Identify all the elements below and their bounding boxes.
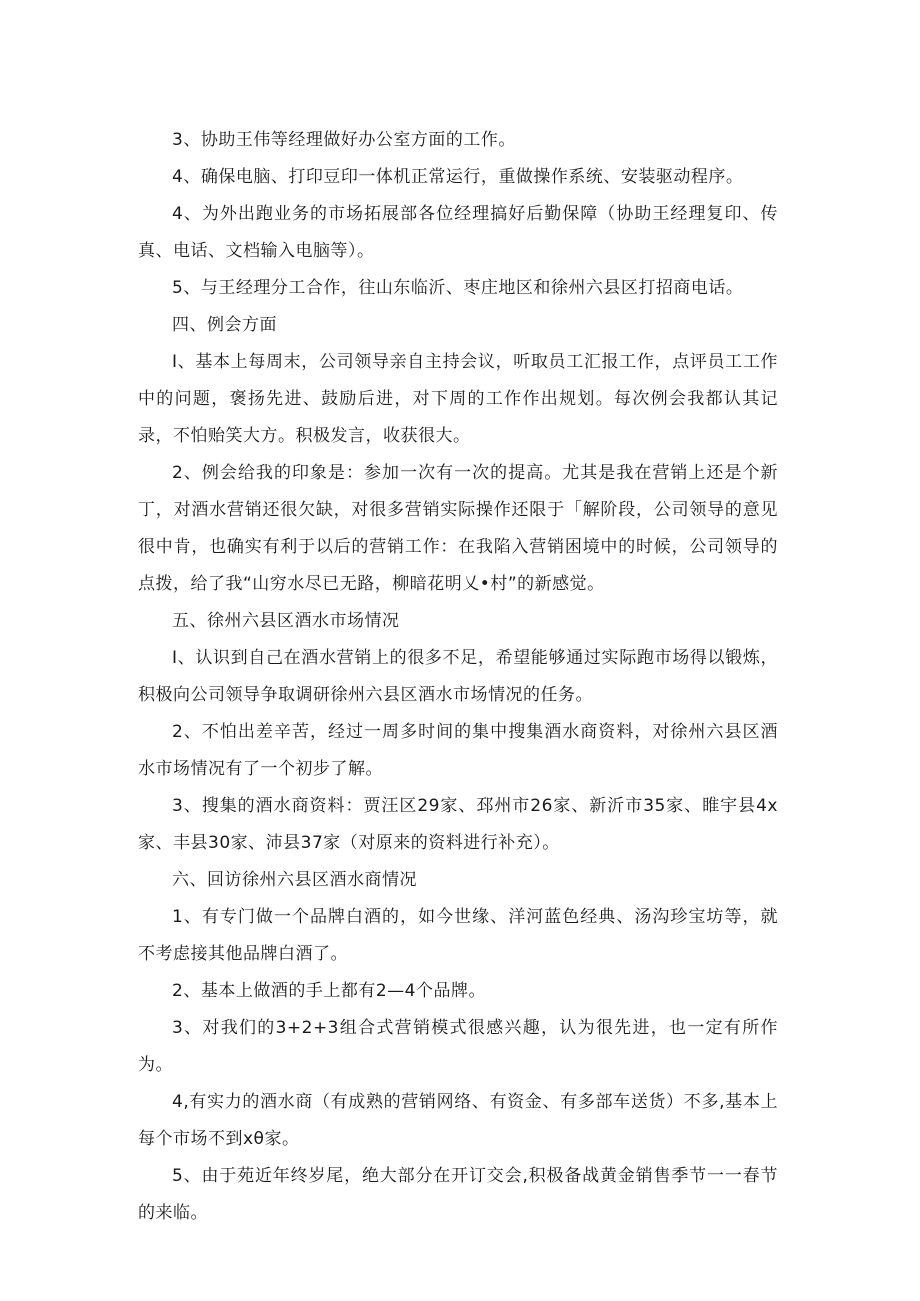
paragraph: 4,有实力的酒水商（有成熟的营销网络、有资金、有多部车送货）不多,基本上每个市场不到xθ家。 bbox=[138, 1092, 778, 1149]
paragraph: 2、基本上做酒的手上都有2—4个品牌。 bbox=[172, 981, 486, 1001]
paragraph: 5、由于苑近年终岁尾，绝大部分在开订交会,积极备战黄金销售季节一一春节的来临。 bbox=[138, 1166, 778, 1223]
paragraph: 3、协助王伟等经理做好办公室方面的工作。 bbox=[172, 130, 516, 150]
paragraph: 5、与王经理分工合作，往山东临沂、枣庄地区和徐州六县区打招商电话。 bbox=[172, 278, 744, 298]
paragraph: 4、为外出跑业务的市场拓展部各位经理搞好后勤保障（协助王经理复印、传真、电话、文档输入电脑等）。 bbox=[138, 204, 778, 261]
paragraph: I、基本上每周末，公司领导亲自主持会议，听取员工汇报工作，点评员工工作中的问题，褒扬先进、鼓励后进，对下周的工作作出规划。每次例会我都认其记录，不怕贻笑大方。积极发言，收获很大。 bbox=[138, 352, 778, 446]
paragraph: 3、对我们的3+2+3组合式营销模式很感兴趣，认为很先进，也一定有所作为。 bbox=[138, 1018, 778, 1075]
section-heading: 四、例会方面 bbox=[172, 315, 277, 335]
paragraph: 2、例会给我的印象是：参加一次有一次的提高。尤其是我在营销上还是个新丁，对酒水营销还很欠缺，对很多营销实际操作还限于「解阶段，公司领导的意见很中肯，也确实有利于以后的营销工作：在我陷入营销困境中的时候，公司领导的点拨，给了我“山穷水尽已无路，柳暗花明乂•村”的新感觉。 bbox=[138, 463, 778, 594]
document-body bbox=[138, 122, 778, 1232]
paragraph: 1、有专门做一个品牌白酒的，如今世缘、洋河蓝色经典、汤沟珍宝坊等，就不考虑接其他品牌白酒了。 bbox=[138, 907, 778, 964]
paragraph: 3、搜集的酒水商资料：贾汪区29家、邳州市26家、新沂市35家、睢宇县4x家、丰县30家、沛县37家（对原来的资料进行补充）。 bbox=[138, 796, 778, 853]
paragraph: I、认识到自己在酒水营销上的很多不足，希望能够通过实际跑市场得以锻炼，积极向公司领导争取调研徐州六县区酒水市场情况的任务。 bbox=[138, 648, 778, 705]
paragraph: 4、确保电脑、打印豆印一体机正常运行，重做操作系统、安装驱动程序。 bbox=[172, 167, 744, 187]
section-heading: 五、徐州六县区酒水市场情况 bbox=[172, 611, 400, 631]
paragraph: 2、不怕出差辛苦，经过一周多时间的集中搜集酒水商资料，对徐州六县区酒水市场情况有了一个初步了解。 bbox=[138, 722, 778, 779]
section-heading: 六、回访徐州六县区酒水商情况 bbox=[172, 870, 417, 890]
